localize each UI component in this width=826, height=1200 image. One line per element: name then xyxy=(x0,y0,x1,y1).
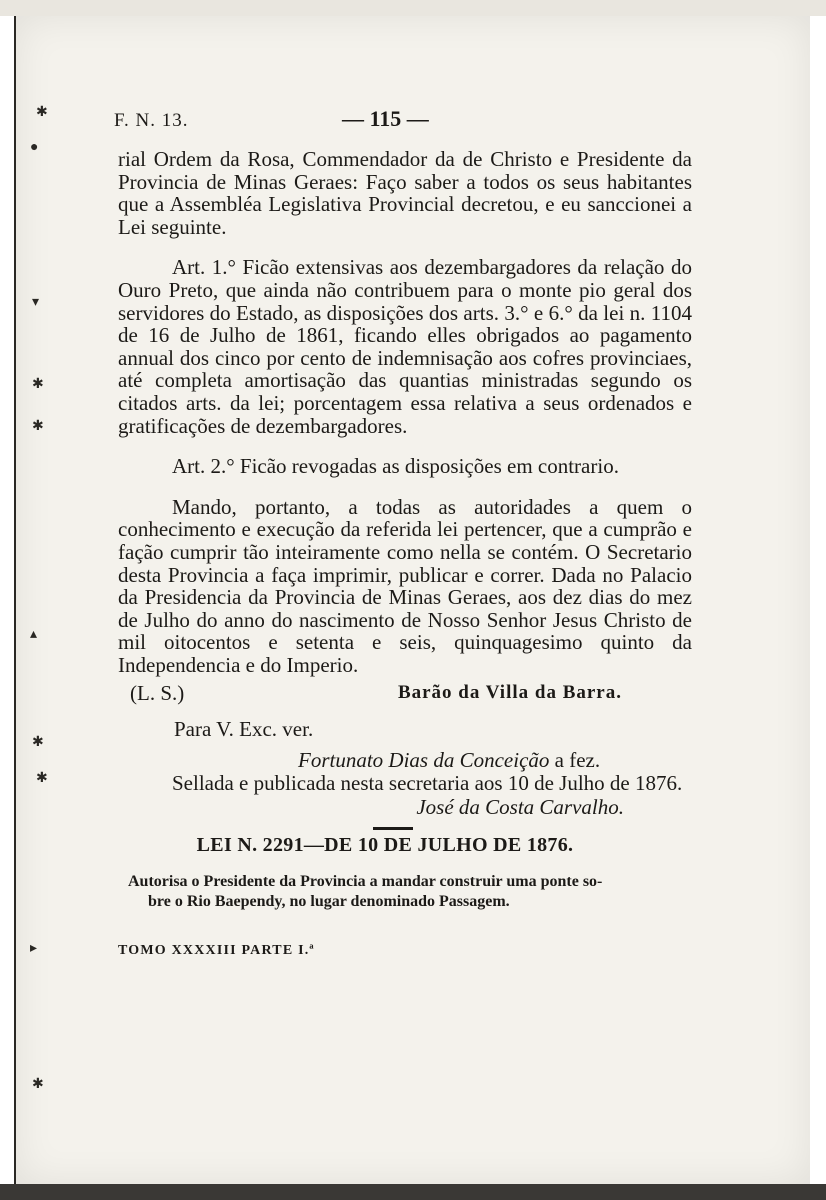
fortunato-name: Fortunato Dias da Conceição xyxy=(298,748,550,773)
article-2: Art. 2.° Ficão revogadas as disposições em contrario. xyxy=(172,454,619,479)
margin-mark: ✱ xyxy=(32,419,44,434)
signatory-name: Barão da Villa da Barra. xyxy=(397,682,622,704)
margin-mark: ✱ xyxy=(32,1077,44,1092)
margin-mark: ✱ xyxy=(32,735,44,750)
scan-bottom-edge xyxy=(0,1184,826,1200)
article-1: Art. 1.° Ficão extensivas aos dezembargadores da relação do Ouro Preto, que ainda não contribuem para o monte pio geral dos servidores do Estado, as disposições dos arts. 3.° e 6.° da lei n. 1104 de 16 de Julho de 1861, ficando elles obrigados ao pagamento annual dos cinco por cento de indemnisação aos cofres provinciaes, até completa amortisação das quantias ministradas segundo os citados arts. da lei; porcentagem essa relativa a seus ordenados e gratificações de dezembargadores. xyxy=(118,255,692,438)
margin-mark: ▸ xyxy=(30,941,38,956)
scan-top-edge xyxy=(0,0,826,16)
summary-line-2: bre o Rio Baependy, no lugar denominado Passagem. xyxy=(148,893,510,911)
mando-paragraph: Mando, portanto, a todas as autoridades a quem o conhecimento e execução da referida lei pertencer, que a cumprão e fação cumprir tão inteiramente como nella se contém. O Secretario desta Provincia a faça imprimir, publicar e correr. Dada no Palacio da Presidencia da Provincia de Minas Geraes, aos dez dias do mez de Julho do anno do nascimento de Nosso Senhor Jesus Christo de mil oitocentos e setenta e seis, quinquagesimo quinto da Independencia e do Imperio. xyxy=(118,494,692,677)
fortunato-suffix: a fez. xyxy=(549,748,601,773)
margin-mark: ✱ xyxy=(32,377,44,392)
page-number: — 115 — xyxy=(342,106,429,131)
volume-footer: TOMO XXXXIII PARTE I.ª xyxy=(118,943,315,959)
jose-signature: José da Costa Carvalho. xyxy=(416,795,624,820)
document-body xyxy=(118,148,692,963)
fortunato-line xyxy=(118,749,692,772)
section-divider xyxy=(373,827,413,830)
page-header xyxy=(114,96,694,136)
seal-mark: (L. S.) xyxy=(130,681,185,706)
margin-mark: ▴ xyxy=(30,627,38,642)
law-title: LEI N. 2291—DE 10 DE JULHO DE 1876. xyxy=(196,833,574,856)
margin-mark: ✱ xyxy=(36,105,48,120)
sellada-paragraph: Sellada e publicada nesta secretaria aos 10 de Julho de 1876. xyxy=(172,770,683,795)
para-v-line: Para V. Exc. ver. xyxy=(174,717,314,742)
summary-line-1: Autorisa o Presidente da Provincia a mandar construir uma ponte so- xyxy=(128,873,603,891)
margin-mark: ✱ xyxy=(36,771,48,786)
header-folio-label: F. N. 13. xyxy=(114,110,189,131)
law-summary xyxy=(118,872,692,912)
intro-paragraph: rial Ordem da Rosa, Commendador da de Christo e Presidente da Provincia de Minas Geraes: Faço saber a todos os seus habitantes que a Assembléa Legislativa Provincial decretou, e eu sanccionei a Lei seguinte. xyxy=(118,147,692,239)
margin-mark: ● xyxy=(30,140,39,155)
margin-mark: ▾ xyxy=(32,295,40,310)
signature-line xyxy=(118,682,692,708)
